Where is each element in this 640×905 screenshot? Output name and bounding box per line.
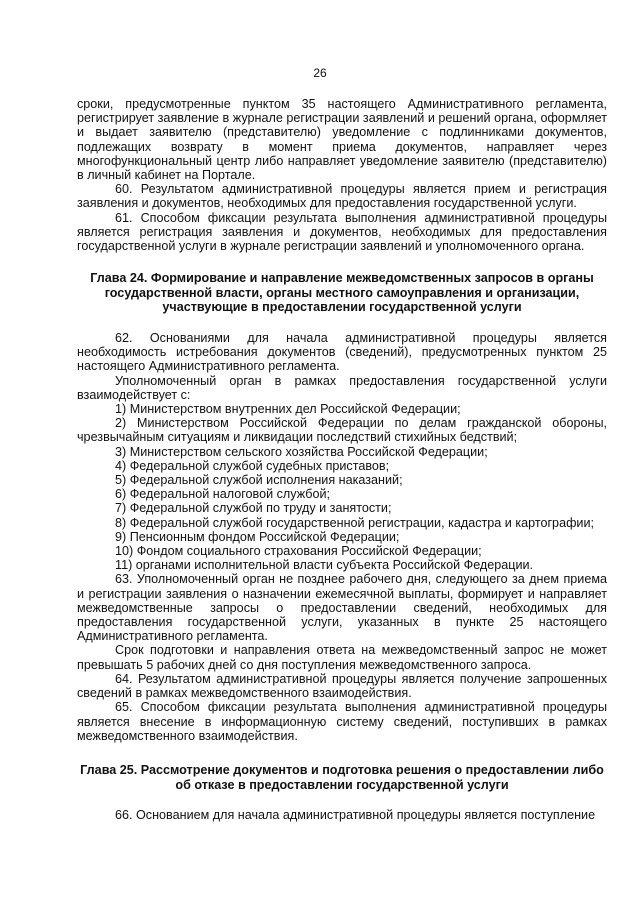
paragraph-66: 66. Основанием для начала административной процедуры является поступление (115, 808, 596, 823)
agency-item: 3) Министерством сельского хозяйства Российской Федерации; (115, 444, 488, 459)
agency-item: 2) Министерством Российской Федерации по делам гражданской обороны, чрезвычайным ситуациям и ликвидации последствий стихийных бедствий; (77, 416, 607, 445)
chapter-24-heading: Глава 24. Формирование и направление межведомственных запросов в органы государственной власти, органы местного самоуправления и организации, участвующие в предоставлении государственной услуги (90, 271, 594, 315)
page-number: 26 (313, 66, 327, 80)
agency-item: 4) Федеральной службой судебных приставов; (115, 458, 390, 473)
paragraph-intro: сроки, предусмотренные пунктом 35 настоящего Административного регламента, регистрирует заявление в журнале регистрации заявлений и решений органа, оформляет и выдает заявителю (представителю) уведомление с подлинниками документов, подлежащих возврату в момент приема документов, направляет через многофункциональный центр либо направляет уведомление заявителю (представителю) в личный кабинет на Портале. (77, 97, 607, 183)
chapter-25-heading: Глава 25. Рассмотрение документов и подготовка решения о предоставлении либо об отказе в предоставлении государственной услуги (80, 762, 604, 792)
document-body (77, 97, 607, 822)
paragraph-63: 63. Уполномоченный орган не позднее рабочего дня, следующего за днем приема и регистрации заявления о назначении ежемесячной выплаты, формирует и направляет межведомственные запросы о предоставлении сведений, необходимых для предоставления государственной услуги, указанных в пункте 25 настоящего Административного регламента. (77, 572, 607, 644)
agency-item: 11) органами исполнительной власти субъекта Российской Федерации. (115, 558, 534, 573)
paragraph-deadline: Срок подготовки и направления ответа на межведомственный запрос не может превышать 5 рабочих дней со дня поступления межведомственного запроса. (77, 643, 607, 672)
paragraph-61: 61. Способом фиксации результата выполнения административной процедуры является регистрация заявления и документов, необходимых для предоставления государственной услуги в журнале регистрации заявлений и уполномоченного органа. (77, 210, 607, 254)
paragraph-65: 65. Способом фиксации результата выполнения административной процедуры является внесение в информационную систему сведений, поступивших в рамках межведомственного взаимодействия. (77, 700, 607, 743)
agency-item: 1) Министерством внутренних дел Российской Федерации; (115, 402, 461, 417)
paragraph-62: 62. Основаниями для начала административной процедуры является необходимость истребования документов (сведений), предусмотренных пунктом 25 настоящего Административного регламента. (77, 331, 607, 374)
agency-item: 8) Федеральной службой государственной регистрации, кадастра и картографии; (115, 515, 594, 530)
agency-item: 6) Федеральной налоговой службой; (115, 487, 331, 502)
agency-item: 7) Федеральной службой по труду и занятости; (115, 501, 392, 516)
paragraph-64: 64. Результатом административной процедуры является получение запрошенных сведений в рамках межведомственного взаимодействия. (77, 671, 607, 701)
paragraph-60: 60. Результатом административной процедуры является прием и регистрация заявления и документов, необходимых для предоставления государственной услуги. (77, 182, 607, 211)
agency-item: 5) Федеральной службой исполнения наказаний; (115, 473, 403, 488)
agency-item: 9) Пенсионным фондом Российской Федерации; (115, 529, 400, 544)
agency-item: 10) Фондом социального страхования Российской Федерации; (115, 544, 482, 559)
paragraph-interaction: Уполномоченный орган в рамках предоставления государственной услуги взаимодействует с: (77, 373, 607, 402)
